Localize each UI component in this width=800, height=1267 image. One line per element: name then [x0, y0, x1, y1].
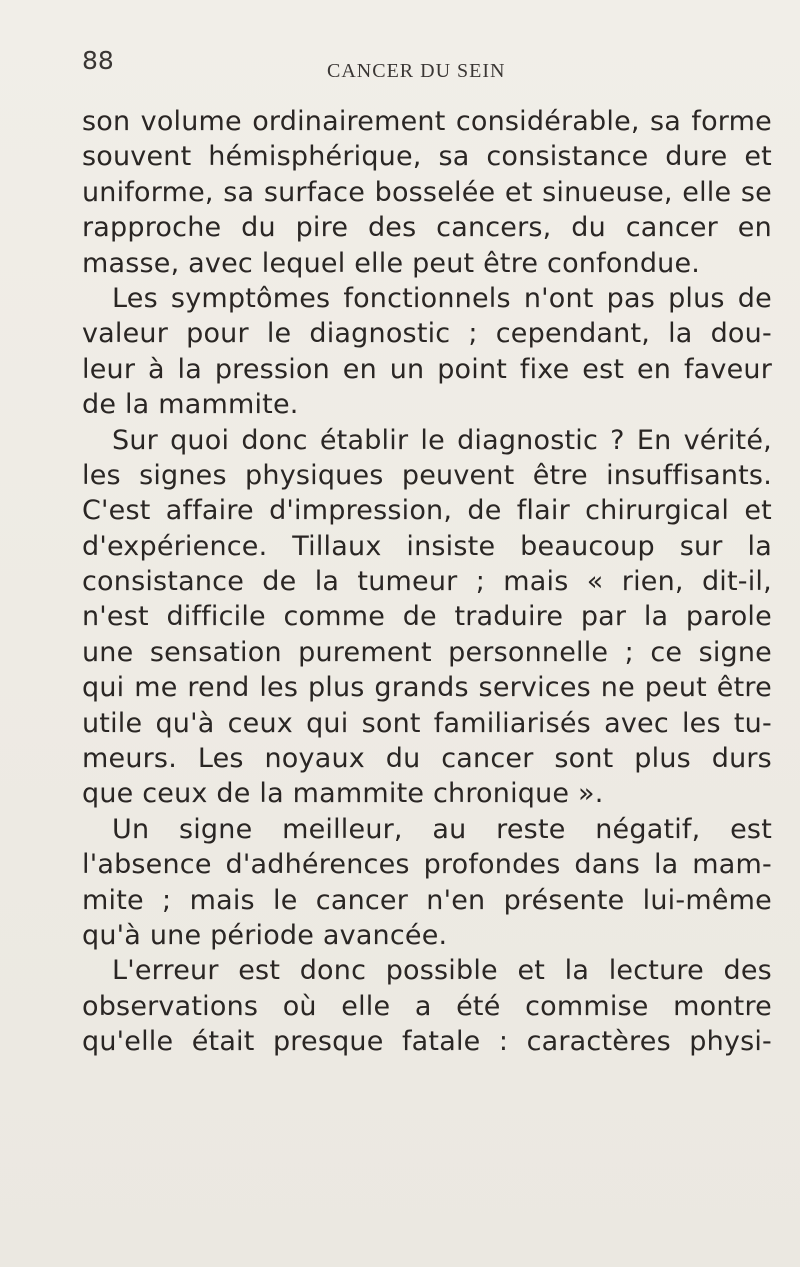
word: un [389, 353, 425, 385]
word: observations [82, 990, 259, 1022]
word: cependant, [495, 318, 651, 350]
word: ». [578, 778, 604, 810]
word: sensation [149, 636, 282, 668]
text-line [82, 847, 772, 882]
word: la [177, 353, 202, 385]
word: Les [197, 743, 244, 775]
word: hémisphérique, [208, 141, 422, 173]
word: leur [82, 353, 136, 385]
word: consistance [82, 566, 245, 598]
word: mite [82, 884, 144, 916]
word: elle [341, 990, 391, 1022]
running-title: CANCER DU SEIN [327, 60, 506, 82]
word: sont [361, 707, 421, 739]
word: ; [475, 566, 486, 598]
word: n'en [426, 884, 486, 916]
word: la [747, 530, 772, 562]
word: symptômes [170, 282, 331, 314]
word: faveur [683, 353, 772, 385]
word: point [437, 353, 508, 385]
word: dure [665, 141, 728, 173]
word: pour [186, 318, 249, 350]
text-line [82, 281, 772, 316]
word: valeur [82, 318, 169, 350]
word: pas [606, 282, 656, 314]
word: familiarisés [433, 707, 591, 739]
word: ? [610, 424, 625, 456]
word: plus [634, 743, 691, 775]
word: dans [574, 849, 641, 881]
word: personnelle [448, 636, 609, 668]
word: cancer [625, 212, 718, 244]
word: par [580, 601, 627, 633]
text-line [82, 918, 772, 953]
word: difficile [166, 601, 266, 633]
word: avec [604, 707, 669, 739]
text-line [82, 776, 772, 811]
word: flair [516, 495, 570, 527]
word: C'est [82, 495, 151, 527]
word: une [82, 636, 134, 668]
text-line [82, 139, 772, 174]
word: uniforme, [82, 176, 214, 208]
word: d'adhérences [225, 849, 410, 881]
word: peut [412, 247, 475, 279]
word: utile [82, 707, 143, 739]
page-number: 88 [82, 46, 114, 75]
word: : [498, 1026, 509, 1058]
text-line [82, 352, 772, 387]
word: en [636, 353, 672, 385]
word: sa [438, 141, 470, 173]
word: meurs. [82, 743, 177, 775]
word: En [636, 424, 672, 456]
word: des [367, 212, 417, 244]
text-line [82, 635, 772, 670]
word: la [668, 318, 693, 350]
word: qu'elle [82, 1026, 174, 1058]
word: n'ont [523, 282, 594, 314]
word: grands [374, 672, 469, 704]
word: n'est [82, 601, 149, 633]
word: peut [644, 672, 707, 704]
word: négatif, [595, 813, 701, 845]
word: d'expérience. [82, 530, 268, 562]
word: considérable, [455, 106, 640, 137]
word: profondes [423, 849, 561, 881]
word: reste [496, 813, 566, 845]
word: le [266, 318, 292, 350]
text-line [82, 458, 772, 493]
word: presque [272, 1026, 384, 1058]
text-line [82, 953, 772, 988]
word: qu'à [82, 919, 142, 951]
word: affaire [165, 495, 254, 527]
word: pression [214, 353, 330, 385]
word: à [147, 353, 165, 385]
word: qui [306, 707, 349, 739]
word: être [532, 459, 588, 491]
word: Les [112, 282, 158, 314]
word: et [744, 495, 772, 527]
text-line [82, 210, 772, 245]
word: signes [139, 459, 227, 491]
word: de [402, 601, 437, 633]
text-line [82, 493, 772, 528]
word: être [483, 247, 539, 279]
word: commise [525, 990, 649, 1022]
word: du [571, 212, 606, 244]
word: elle [354, 247, 404, 279]
word: Sur [112, 424, 158, 456]
word: dit-il, [701, 566, 772, 598]
word: en [342, 353, 377, 385]
word: dou- [710, 318, 772, 350]
word: plus [668, 282, 725, 314]
word: physiques [245, 459, 384, 491]
word: l'absence [82, 849, 212, 881]
word: son [82, 106, 131, 137]
word: ceux [227, 707, 293, 739]
word: comme [283, 601, 386, 633]
word: donc [299, 955, 367, 987]
word: avec [188, 247, 253, 279]
word: vérité, [683, 424, 772, 456]
word: tumeur [357, 566, 458, 598]
word: sont [554, 743, 614, 775]
text-line [82, 741, 772, 776]
text-line [82, 883, 772, 918]
word: est [730, 813, 772, 845]
text-line [82, 670, 772, 705]
text-line [82, 706, 772, 741]
word: se [740, 176, 772, 208]
word: mais [503, 566, 569, 598]
word: chronique [432, 778, 570, 810]
text-line [82, 1024, 772, 1059]
word: diagnostic [309, 318, 451, 350]
word: de [262, 566, 297, 598]
body-text [82, 104, 772, 1060]
word: lequel [261, 247, 346, 279]
word: L'erreur [112, 955, 219, 987]
word: forme [691, 106, 772, 137]
word: diagnostic [457, 424, 599, 456]
word: de [216, 778, 251, 810]
word: possible [385, 955, 498, 987]
word: « [586, 566, 604, 598]
word: donc [241, 424, 308, 456]
word: que [82, 778, 134, 810]
word: fatale [401, 1026, 481, 1058]
word: caractères [526, 1026, 671, 1058]
word: Tillaux [292, 530, 382, 562]
word: sinueuse, [542, 176, 673, 208]
word: plus [307, 672, 365, 704]
word: souvent [82, 141, 192, 173]
word: lui-même [642, 884, 772, 916]
word: de [737, 282, 772, 314]
word: du [241, 212, 276, 244]
word: au [432, 813, 467, 845]
text-line [82, 989, 772, 1024]
word: beaucoup [520, 530, 655, 562]
text-line [82, 246, 772, 281]
word: et [744, 141, 772, 173]
word: la [259, 778, 284, 810]
word: services [478, 672, 591, 704]
word: établir [319, 424, 409, 456]
word: sa [223, 176, 255, 208]
word: des [723, 955, 772, 987]
word: cancers, [436, 212, 552, 244]
word: rend [187, 672, 250, 704]
word: en [737, 212, 772, 244]
word: d'impression, [269, 495, 453, 527]
word: Un [112, 813, 150, 845]
word: qu'à [155, 707, 215, 739]
word: fixe [519, 353, 570, 385]
word: mam- [692, 849, 772, 881]
text-line [82, 599, 772, 634]
word: volume [140, 106, 242, 137]
word: été [456, 990, 501, 1022]
text-line [82, 423, 772, 458]
word: période [210, 919, 315, 951]
word: la [643, 601, 669, 633]
text-line [82, 316, 772, 351]
word: les [259, 672, 299, 704]
word: mammite. [158, 389, 299, 421]
word: pire [295, 212, 349, 244]
word: montre [673, 990, 772, 1022]
word: de [467, 495, 502, 527]
word: quoi [170, 424, 230, 456]
word: où [282, 990, 317, 1022]
word: ; [162, 884, 172, 916]
word: me [134, 672, 178, 704]
word: insuffisants. [606, 459, 772, 491]
word: une [149, 919, 202, 951]
word: signe [178, 813, 253, 845]
text-line [82, 812, 772, 847]
word: ceux [142, 778, 208, 810]
word: la [564, 955, 590, 987]
word: bosselée [374, 176, 496, 208]
word: surface [263, 176, 366, 208]
word: rien, [621, 566, 684, 598]
word: sur [679, 530, 723, 562]
text-line [82, 387, 772, 422]
word: être [716, 672, 772, 704]
word: les [681, 707, 721, 739]
word: physi- [689, 1026, 772, 1058]
word: avancée. [322, 919, 448, 951]
word: traduire [454, 601, 564, 633]
word: la [314, 566, 340, 598]
word: signe [698, 636, 772, 668]
word: les [82, 459, 121, 491]
word: ordinairement [252, 106, 446, 137]
word: fonctionnels [343, 282, 511, 314]
word: cancer [315, 884, 409, 916]
word: présente [503, 884, 625, 916]
word: et [504, 176, 533, 208]
word: qui [82, 672, 125, 704]
word: est [582, 353, 625, 385]
word: elle [682, 176, 732, 208]
word: ; [624, 636, 634, 668]
word: purement [298, 636, 432, 668]
word: consistance [486, 141, 649, 173]
word: durs [711, 743, 772, 775]
word: le [273, 884, 298, 916]
word: la [653, 849, 679, 881]
word: insiste [406, 530, 496, 562]
running-head [0, 46, 800, 86]
word: lecture [608, 955, 704, 987]
word: peuvent [401, 459, 515, 491]
word: mais [189, 884, 255, 916]
text-line [82, 175, 772, 210]
word: chirurgical [585, 495, 730, 527]
word: de [82, 389, 117, 421]
word: et [517, 955, 546, 987]
word: parole [685, 601, 772, 633]
word: ; [468, 318, 478, 350]
word: ne [600, 672, 635, 704]
word: cancer [441, 743, 534, 775]
word: ce [650, 636, 683, 668]
word: du [385, 743, 421, 775]
word: confondue. [547, 247, 701, 279]
word: le [420, 424, 445, 456]
word: sa [650, 106, 682, 137]
word: a [414, 990, 432, 1022]
word: mammite [292, 778, 425, 810]
word: meilleur, [282, 813, 403, 845]
text-line [82, 104, 772, 139]
word: était [191, 1026, 255, 1058]
word: noyaux [264, 743, 365, 775]
word: la [124, 389, 150, 421]
word: masse, [82, 247, 180, 279]
word: est [238, 955, 281, 987]
word: tu- [733, 707, 772, 739]
word: rapproche [82, 212, 222, 244]
text-line [82, 529, 772, 564]
text-line [82, 564, 772, 599]
